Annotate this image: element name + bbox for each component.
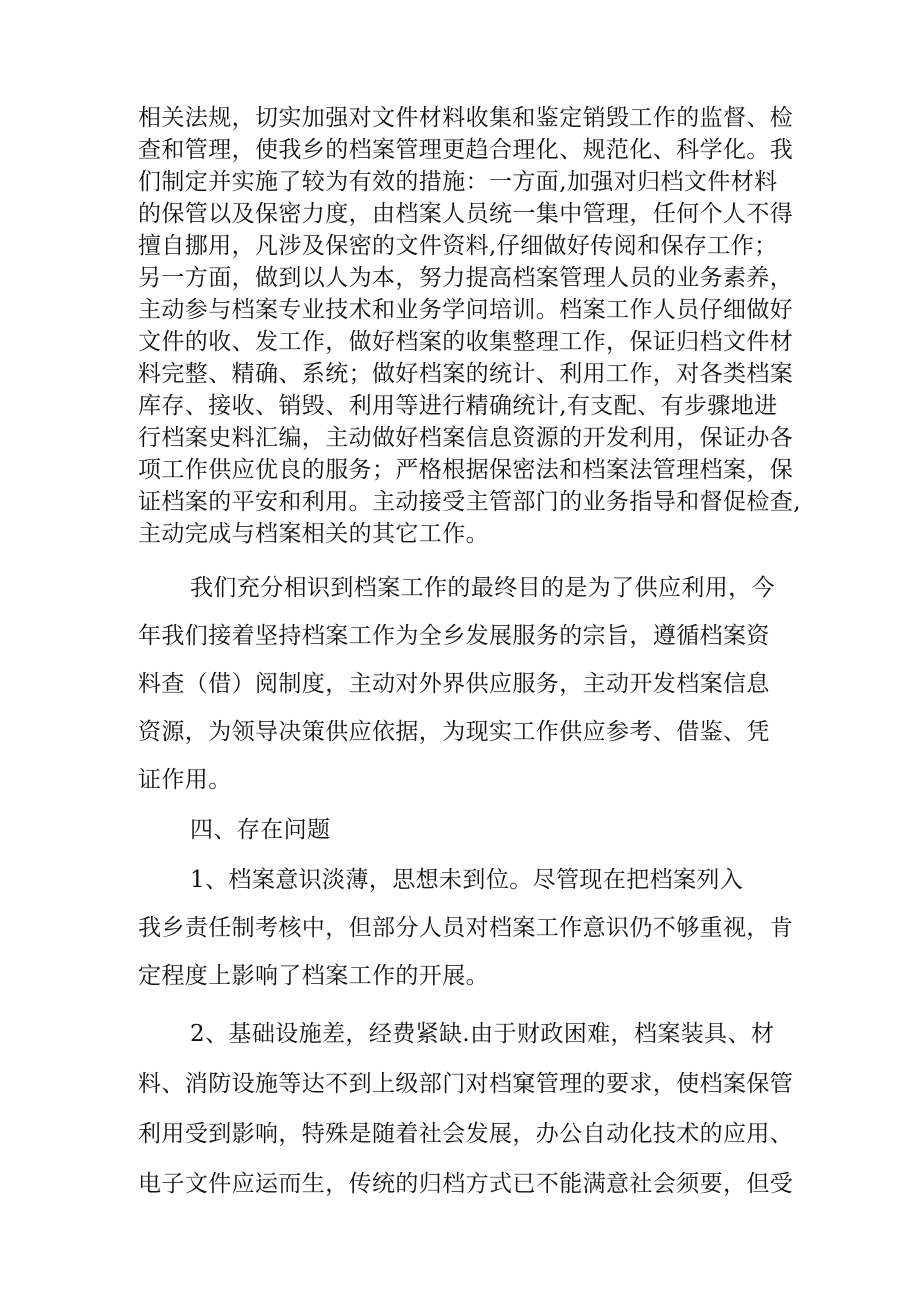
paragraph-1-line: 另一方面，做到以人为本，努力提高档案管理人员的业务素养， bbox=[138, 265, 794, 291]
paragraph-4-line: 料、消防设施等达不到上级部门对档窠管理的要求，使档案保管 bbox=[138, 1071, 794, 1097]
paragraph-2-line: 年我们接着坚持档案工作为全乡发展服务的宗旨，遵循档案资 bbox=[138, 623, 770, 649]
paragraph-2-line: 我们充分相识到档案工作的最终目的是为了供应利用，今 bbox=[190, 575, 775, 601]
paragraph-1-line: 主动完成与档案相关的其它工作。 bbox=[138, 521, 489, 547]
section-heading: 四、存在问题 bbox=[190, 817, 331, 843]
paragraph-1-line: 主动参与档案专业技术和业务学问培训。档案工作人员仔细做好 bbox=[138, 297, 794, 323]
paragraph-1-line: 擅自挪用，凡涉及保密的文件资料,仔细做好传阅和保存工作； bbox=[138, 233, 778, 259]
paragraph-1-line: 证档案的平安和利用。主动接受主管部门的业务指导和督促检查, bbox=[138, 489, 801, 515]
paragraph-2-line: 资源，为领导决策供应依据，为现实工作供应参考、借鉴、凭 bbox=[138, 719, 770, 745]
paragraph-2-line: 料查（借）阅制度，主动对外界供应服务，主动开发档案信息 bbox=[138, 671, 770, 697]
paragraph-1-line: 查和管理，使我乡的档案管理更趋合理化、规范化、科学化。我 bbox=[138, 137, 794, 163]
paragraph-1-line: 项工作供应优良的服务；严格根据保密法和档案法管理档案，保 bbox=[138, 457, 794, 483]
paragraph-1-line: 行档案史料汇编，主动做好档案信息资源的开发利用，保证办各 bbox=[138, 425, 794, 451]
paragraph-4-line: 电子文件应运而生，传统的归档方式已不能满意社会须要，但受 bbox=[138, 1171, 794, 1197]
paragraph-1-line: 的保管以及保密力度，由档案人员统一集中管理，任何个人不得 bbox=[138, 201, 794, 227]
paragraph-4-line: 2、基础设施差，经费紧缺.由于财政困难，档案装具、材 bbox=[190, 1021, 775, 1047]
paragraph-1-line: 相关法规，切实加强对文件材料收集和鉴定销毁工作的监督、检 bbox=[138, 105, 794, 131]
paragraph-2-line: 证作用。 bbox=[138, 767, 232, 793]
paragraph-3-line: 定程度上影响了档案工作的开展。 bbox=[138, 963, 489, 989]
paragraph-1-line: 文件的收、发工作，做好档案的收集整理工作，保证归档文件材 bbox=[138, 329, 794, 355]
paragraph-3-line: 我乡责任制考核中，但部分人员对档案工作意识仍不够重视，肯 bbox=[138, 915, 794, 941]
paragraph-3-line: 1、档案意识淡薄，思想未到位。尽管现在把档案列入 bbox=[190, 867, 744, 893]
paragraph-1-line: 料完整、精确、系统；做好档案的统计、利用工作，对各类档案 bbox=[138, 361, 794, 387]
paragraph-4-line: 利用受到影响，特殊是随着社会发展，办公自动化技术的应用、 bbox=[138, 1121, 794, 1147]
paragraph-1-line: 库存、接收、销毁、利用等进行精确统计,有支配、有步骤地进 bbox=[138, 393, 778, 419]
paragraph-1-line: 们制定并实施了较为有效的措施：一方面,加强对归档文件材料 bbox=[138, 169, 778, 195]
